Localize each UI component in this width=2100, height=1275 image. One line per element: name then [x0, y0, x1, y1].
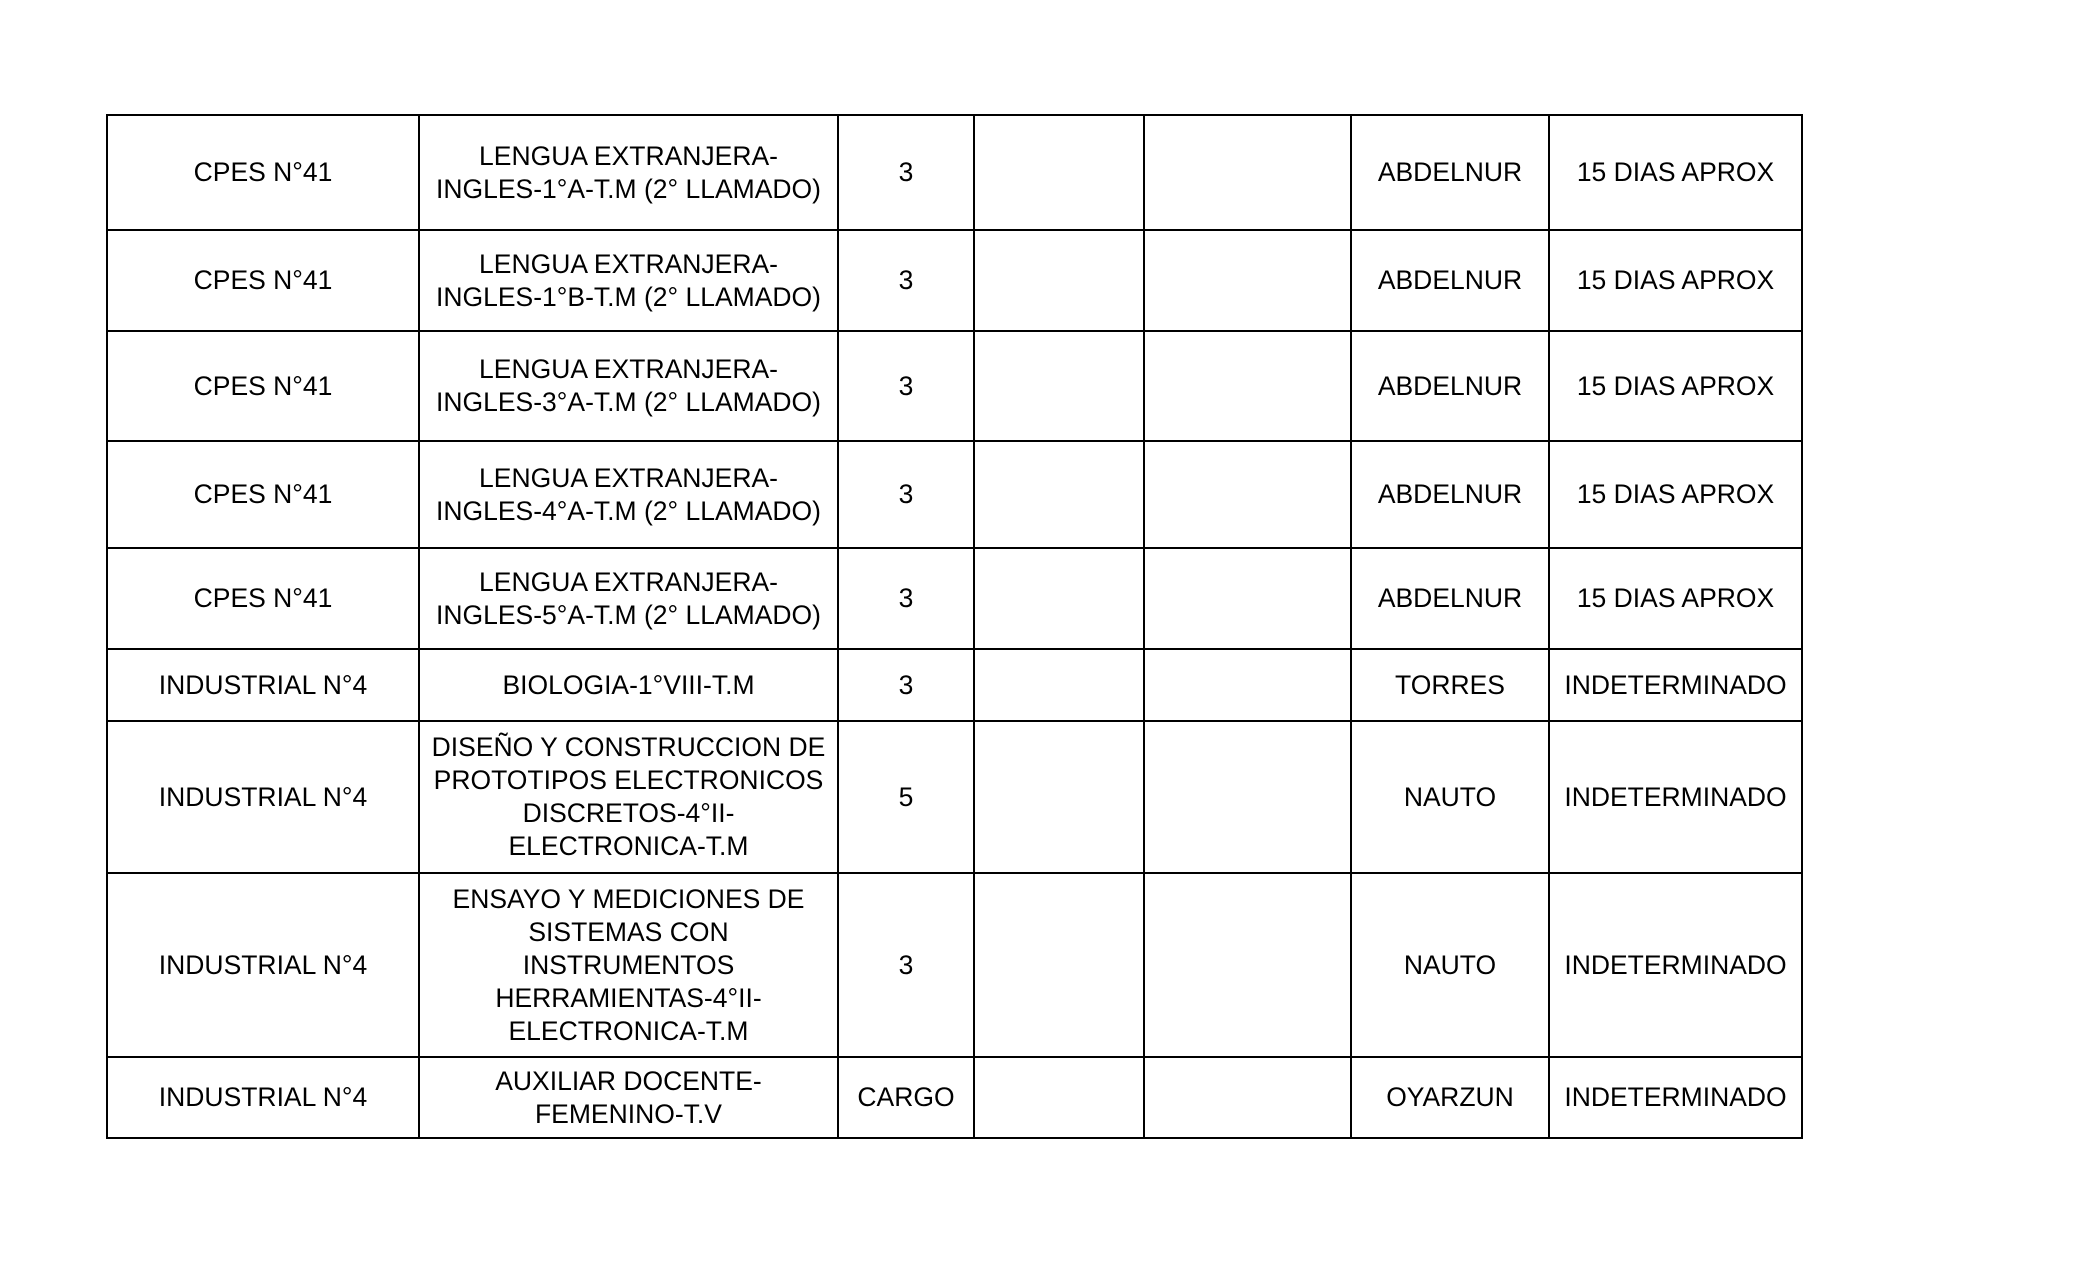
subject-cell — [419, 115, 838, 230]
duration-cell — [1549, 548, 1802, 649]
blank-cell-1 — [974, 115, 1144, 230]
cell-text: INGLES-4°A-T.M (2° LLAMADO) — [436, 495, 821, 526]
duration-cell — [1549, 230, 1802, 331]
cell-text: 3 — [898, 583, 914, 613]
hours-cell — [838, 721, 974, 873]
blank-cell-2 — [1144, 721, 1351, 873]
cell-text: AUXILIAR DOCENTE- — [495, 1065, 762, 1096]
blank-cell-2 — [1144, 115, 1351, 230]
subject-cell — [419, 649, 838, 721]
blank-cell-1 — [974, 649, 1144, 721]
blank-cell-1 — [974, 548, 1144, 649]
table-row — [107, 873, 1802, 1057]
blank-cell-1 — [974, 721, 1144, 873]
duration-cell — [1549, 1057, 1802, 1138]
blank-cell-2 — [1144, 649, 1351, 721]
blank-cell-2 — [1144, 548, 1351, 649]
hours-cell — [838, 331, 974, 441]
school-cell — [107, 721, 419, 873]
cell-text: ELECTRONICA-T.M — [508, 1015, 749, 1046]
teacher-cell — [1351, 649, 1549, 721]
cell-text: INDUSTRIAL N°4 — [158, 949, 368, 980]
cell-text: INDUSTRIAL N°4 — [158, 1082, 368, 1112]
cell-text: BIOLOGIA-1°VIII-T.M — [502, 669, 755, 700]
cell-text: ELECTRONICA-T.M — [508, 831, 749, 861]
blank-cell-2 — [1144, 873, 1351, 1057]
blank-cell-2 — [1144, 441, 1351, 548]
cell-text: 15 DIAS APROX — [1576, 265, 1775, 295]
teacher-cell — [1351, 230, 1549, 331]
cell-text: INGLES-3°A-T.M (2° LLAMADO) — [436, 387, 821, 417]
cell-text: TORRES — [1395, 669, 1505, 700]
subject-cell — [419, 1057, 838, 1138]
table-row — [107, 230, 1802, 331]
blank-cell-1 — [974, 1057, 1144, 1138]
duration-cell — [1549, 873, 1802, 1057]
cell-text: ENSAYO Y MEDICIONES DE — [452, 883, 805, 914]
hours-cell — [838, 1057, 974, 1138]
cell-text: 15 DIAS APROX — [1576, 370, 1775, 401]
duration-cell — [1549, 331, 1802, 441]
subject-cell — [419, 441, 838, 548]
duration-cell — [1549, 115, 1802, 230]
school-cell — [107, 873, 419, 1057]
school-cell — [107, 230, 419, 331]
cell-text: LENGUA EXTRANJERA- — [479, 566, 778, 597]
hours-cell — [838, 649, 974, 721]
teacher-cell — [1351, 721, 1549, 873]
teacher-cell — [1351, 548, 1549, 649]
blank-cell-2 — [1144, 1057, 1351, 1138]
cell-text: 3 — [898, 265, 914, 295]
blank-cell-1 — [974, 873, 1144, 1057]
cell-text: INSTRUMENTOS — [522, 949, 735, 980]
blank-cell-2 — [1144, 331, 1351, 441]
cell-text: LENGUA EXTRANJERA- — [479, 140, 778, 171]
cell-text: PROTOTIPOS ELECTRONICOS — [433, 765, 824, 795]
cell-text: LENGUA EXTRANJERA- — [479, 354, 778, 384]
subject-cell — [419, 230, 838, 331]
cell-text: INDUSTRIAL N°4 — [158, 781, 368, 812]
cell-text: INDETERMINADO — [1564, 669, 1787, 700]
cell-text: INDETERMINADO — [1564, 1082, 1787, 1112]
blank-cell-1 — [974, 331, 1144, 441]
cell-text: INGLES-1°B-T.M (2° LLAMADO) — [436, 281, 821, 312]
duration-cell — [1549, 441, 1802, 548]
cell-text: 3 — [898, 479, 914, 509]
cell-text: 15 DIAS APROX — [1576, 479, 1775, 509]
cell-text: CPES N°41 — [193, 370, 333, 401]
table-row — [107, 115, 1802, 230]
cell-text: SISTEMAS CON — [528, 916, 729, 947]
school-cell — [107, 649, 419, 721]
cell-text: ABDELNUR — [1377, 479, 1523, 509]
teacher-cell — [1351, 873, 1549, 1057]
vacancy-table — [106, 114, 1803, 1139]
cell-text: 15 DIAS APROX — [1576, 583, 1775, 613]
cell-text: 5 — [898, 781, 914, 812]
teacher-cell — [1351, 441, 1549, 548]
cell-text: 3 — [898, 669, 914, 700]
school-cell — [107, 548, 419, 649]
subject-cell — [419, 873, 838, 1057]
table-row — [107, 441, 1802, 548]
cell-text: DISCRETOS-4°II- — [522, 798, 735, 828]
cell-text: CPES N°41 — [193, 583, 333, 613]
blank-cell-1 — [974, 441, 1144, 548]
table-row — [107, 721, 1802, 873]
cell-text: LENGUA EXTRANJERA- — [479, 462, 778, 493]
blank-cell-2 — [1144, 230, 1351, 331]
cell-text: FEMENINO-T.V — [535, 1098, 722, 1129]
hours-cell — [838, 230, 974, 331]
hours-cell — [838, 441, 974, 548]
cell-text: ABDELNUR — [1377, 157, 1523, 187]
cell-text: ABDELNUR — [1377, 370, 1523, 401]
cell-text: CPES N°41 — [193, 479, 333, 509]
table-row — [107, 1057, 1802, 1138]
duration-cell — [1549, 649, 1802, 721]
blank-cell-1 — [974, 230, 1144, 331]
cell-text: 15 DIAS APROX — [1576, 157, 1775, 187]
hours-cell — [838, 873, 974, 1057]
cell-text: INDETERMINADO — [1564, 781, 1787, 812]
hours-cell — [838, 548, 974, 649]
cell-text: ABDELNUR — [1377, 583, 1523, 613]
cell-text: INDETERMINADO — [1564, 949, 1787, 980]
teacher-cell — [1351, 1057, 1549, 1138]
cell-text: OYARZUN — [1386, 1082, 1514, 1112]
cell-text: DISEÑO Y CONSTRUCCION DE — [431, 732, 826, 762]
cell-text: NAUTO — [1403, 781, 1497, 812]
school-cell — [107, 331, 419, 441]
cell-text: 3 — [898, 157, 914, 187]
school-cell — [107, 1057, 419, 1138]
cell-text: 3 — [898, 949, 914, 980]
cell-text: ABDELNUR — [1377, 265, 1523, 295]
subject-cell — [419, 721, 838, 873]
cell-text: INGLES-1°A-T.M (2° LLAMADO) — [436, 173, 821, 204]
subject-cell — [419, 548, 838, 649]
table-row — [107, 649, 1802, 721]
duration-cell — [1549, 721, 1802, 873]
hours-cell — [838, 115, 974, 230]
cell-text: LENGUA EXTRANJERA- — [479, 248, 778, 279]
cell-text: CARGO — [857, 1082, 955, 1112]
school-cell — [107, 441, 419, 548]
cell-text: 3 — [898, 370, 914, 401]
cell-text: CPES N°41 — [193, 265, 333, 295]
teacher-cell — [1351, 115, 1549, 230]
subject-cell — [419, 331, 838, 441]
table-body — [107, 115, 1802, 1138]
table-row — [107, 548, 1802, 649]
cell-text: NAUTO — [1403, 949, 1497, 980]
school-cell — [107, 115, 419, 230]
cell-text: CPES N°41 — [193, 157, 333, 187]
table-row — [107, 331, 1802, 441]
cell-text: INDUSTRIAL N°4 — [158, 669, 368, 700]
cell-text: INGLES-5°A-T.M (2° LLAMADO) — [436, 599, 821, 630]
teacher-cell — [1351, 331, 1549, 441]
cell-text: HERRAMIENTAS-4°II- — [495, 982, 762, 1013]
